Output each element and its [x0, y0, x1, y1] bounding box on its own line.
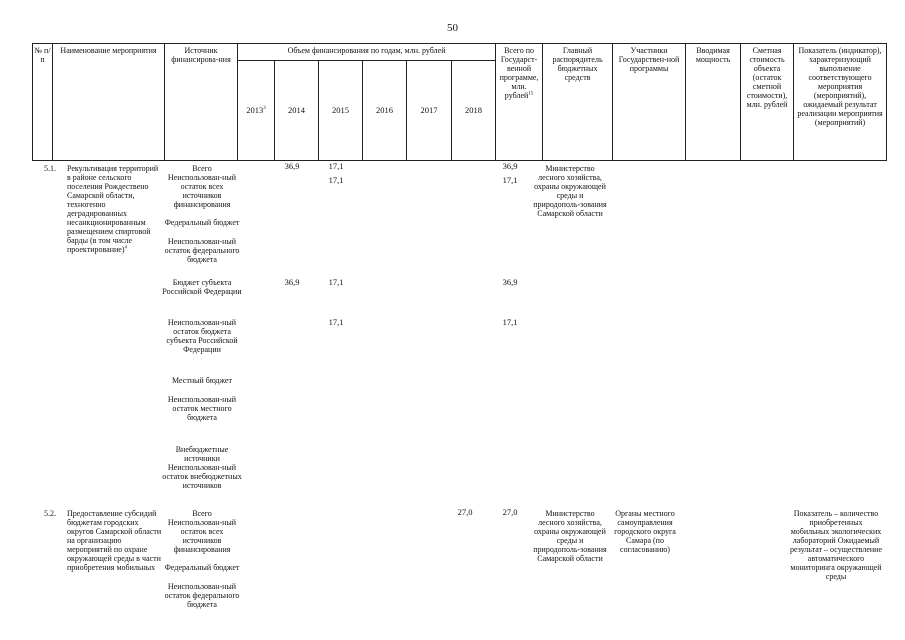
- value-cell: 27,0: [457, 507, 473, 517]
- header-admin: Главный распорядитель бюджетных средств: [543, 44, 613, 161]
- year-2014: 2014: [275, 61, 319, 161]
- source-remainder-local: Неиспользован-ный остаток местного бюджета: [167, 395, 237, 422]
- source-remainder-all: Неиспользован-ный остаток всех источников финансирования: [167, 173, 237, 209]
- source-federal: Федеральный бюджет: [164, 218, 240, 227]
- row-number: 5.2.: [44, 509, 56, 518]
- header-total: Всего по Государст-венной программе, млн. рублей$^{15}$: [496, 44, 543, 161]
- table-header: [32, 43, 887, 161]
- row-name: Рекультивация территорий в районе сельского поселения Рождествено Самарской области, техногенно деградированных несанкционированным размещением спиртовой барды (в том числе проектирование)$^4$: [67, 164, 159, 254]
- value-cell: 27,0: [502, 507, 518, 517]
- source-remainder-extrabudget: Неиспользован-ный остаток внебюджетных источников: [162, 463, 242, 490]
- source-local: Местный бюджет: [172, 376, 232, 385]
- source-total: Всего: [192, 164, 212, 173]
- source-subject: Бюджет субъекта Российской Федерации: [162, 278, 242, 296]
- value-cell: 36,9: [284, 161, 300, 171]
- source-extrabudget: Внебюджетные источники: [175, 445, 229, 463]
- year-2013: 2013$^3$: [238, 61, 275, 161]
- value-cell: 36,9: [284, 277, 300, 287]
- year-2015: 2015: [319, 61, 363, 161]
- participants: Органы местного самоуправления городского округа Самара (по согласованию): [614, 509, 676, 554]
- page-number: 50: [447, 22, 458, 34]
- header-cost: Сметная стоимость объекта (остаток сметной стоимости), млн. рублей: [741, 44, 794, 161]
- header-source: Источник финансирова-ния: [165, 44, 238, 161]
- source-remainder-federal: Неиспользован-ный остаток федерального бюджета: [164, 237, 240, 264]
- indicator: Показатель – количество приобретенных мобильных экологических лабораторий Ожидаемый результат – осуществление автоматического мониторинга окружающей среды: [790, 509, 882, 581]
- header-num: № п/п: [33, 44, 53, 161]
- value-cell: 17,1: [328, 161, 344, 171]
- footnote-mark: 4: [124, 245, 127, 251]
- responsible-admin: Министерство лесного хозяйства, охраны окружающей среды и природополь-зования Самарской области: [533, 164, 607, 218]
- footnote-mark: 3: [263, 106, 266, 112]
- source-federal: Федеральный бюджет: [164, 563, 240, 572]
- footnote-mark: 15: [528, 91, 534, 97]
- source-total: Всего: [192, 509, 212, 518]
- value-cell: 17,1: [328, 277, 344, 287]
- value-cell: 17,1: [502, 175, 518, 185]
- value-cell: 36,9: [502, 161, 518, 171]
- value-cell: 17,1: [502, 317, 518, 327]
- value-cell: 17,1: [328, 317, 344, 327]
- source-remainder-federal: Неиспользован-ный остаток федерального бюджета: [164, 582, 240, 609]
- responsible-admin: Министерство лесного хозяйства, охраны окружающей среды и природополь-зования Самарской области: [533, 509, 607, 563]
- row-name: Предоставление субсидий бюджетам городских округов Самарской области на организацию мероприятий по охране окружающей среды в части приобретения мобильных: [67, 509, 162, 572]
- value-cell: 17,1: [328, 175, 344, 185]
- header-indicator: Показатель (индикатор), характеризующий выполнение соответствующего мероприятия (мероприятий), ожидаемый результат реализации мероприятия (мероприятий): [794, 44, 887, 161]
- header-volume: Объем финансирования по годам, млн. рублей: [238, 44, 496, 61]
- header-capacity: Вводимая мощность: [686, 44, 741, 161]
- source-remainder-all: Неиспользован-ный остаток всех источников финансирования: [167, 518, 237, 554]
- header-name: Наименование мероприятия: [53, 44, 165, 161]
- year-2018: 2018: [452, 61, 496, 161]
- year-2017: 2017: [407, 61, 452, 161]
- value-cell: 36,9: [502, 277, 518, 287]
- header-participants: Участники Государствен-ной программы: [613, 44, 686, 161]
- source-remainder-subject: Неиспользован-ный остаток бюджета субъекта Российской Федерации: [166, 318, 238, 354]
- row-number: 5.1.: [44, 164, 56, 173]
- year-2016: 2016: [363, 61, 407, 161]
